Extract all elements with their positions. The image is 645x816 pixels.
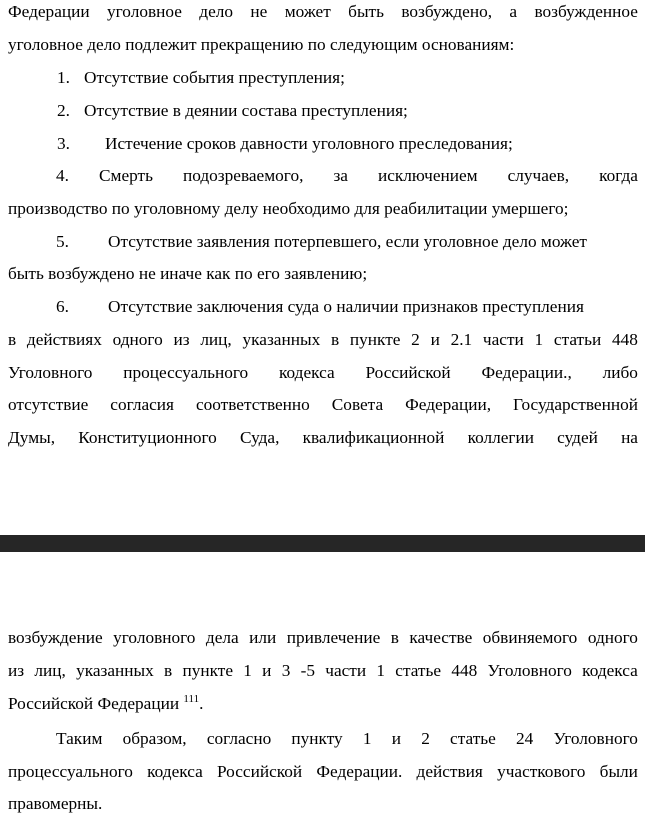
word: Российской — [365, 363, 451, 382]
word: 1 — [362, 729, 372, 748]
word: -5 — [300, 661, 315, 680]
word: когда — [599, 166, 638, 185]
word: Федерации., — [481, 363, 572, 382]
p2-line-1 — [8, 626, 638, 650]
word: судей — [557, 428, 598, 447]
word: 1 — [376, 661, 386, 680]
list-item-4-line-1 — [56, 164, 638, 188]
list-item-6-line-2 — [8, 328, 638, 352]
word: действиях — [26, 330, 102, 349]
list-item-text: Истечение сроков давности уголовного преследования; — [105, 134, 513, 153]
list-item-6-line-4 — [8, 393, 638, 417]
word: участкового — [497, 762, 586, 781]
word: либо — [602, 363, 638, 382]
word: части — [482, 330, 524, 349]
list-item-text: Отсутствие заключения суда о наличии признаков преступления — [108, 297, 584, 316]
word: Федерации, — [405, 395, 492, 414]
word: 2.1 — [450, 330, 473, 349]
list-item-text: Отсутствие заявления потерпевшего, если уголовное дело может — [108, 232, 587, 251]
list-item-6-line-1 — [56, 295, 638, 319]
p2-para2-line-3: правомерны. — [8, 794, 103, 813]
footnote-reference: 111 — [183, 693, 200, 705]
word: из — [8, 661, 25, 680]
word: на — [621, 428, 638, 447]
word: процессуального — [8, 762, 133, 781]
word: 24 — [516, 729, 534, 748]
word: образом, — [122, 729, 187, 748]
word: Думы, — [8, 428, 56, 447]
word: пункте — [349, 330, 401, 349]
word: Российской — [217, 762, 303, 781]
list-item-number: 1. — [57, 68, 70, 87]
word: Суда, — [239, 428, 280, 447]
word: Таким — [56, 729, 103, 748]
p2-para2-line-2 — [8, 760, 638, 784]
p2-para2-line-1 — [56, 727, 638, 751]
word: согласия — [110, 395, 174, 414]
word: Совета — [331, 395, 384, 414]
word: Уголовного — [487, 661, 572, 680]
word: 1 — [534, 330, 544, 349]
word: одного — [587, 628, 638, 647]
list-item-6-line-3 — [8, 361, 638, 385]
word: 4. — [56, 166, 69, 185]
word: указанных — [242, 330, 321, 349]
list-item-text: Отсутствие события преступления; — [84, 68, 345, 87]
word: кодекса — [582, 661, 638, 680]
list-item-text: Отсутствие в деянии состава преступления; — [84, 101, 408, 120]
word: Уголовного — [8, 363, 93, 382]
word: в — [8, 330, 17, 349]
word: отсутствие — [8, 395, 89, 414]
list-item-2 — [57, 99, 638, 123]
word: случаев, — [507, 166, 570, 185]
list-item-number: 2. — [57, 101, 70, 120]
word: исключением — [377, 166, 478, 185]
word: или — [249, 628, 277, 647]
p2-line-3 — [8, 692, 638, 716]
word: коллегии — [467, 428, 534, 447]
word: подозреваемого, — [182, 166, 304, 185]
word: быть — [348, 2, 384, 21]
p2-line-3-end: . — [199, 694, 204, 713]
word: кодекса — [147, 762, 203, 781]
word: 3 — [281, 661, 291, 680]
word: за — [333, 166, 348, 185]
word: в — [390, 628, 399, 647]
word: были — [599, 762, 638, 781]
word: лиц, — [200, 330, 232, 349]
word: а — [509, 2, 518, 21]
list-item-3 — [57, 132, 638, 156]
word: и — [262, 661, 272, 680]
word: согласно — [206, 729, 272, 748]
word: и — [430, 330, 440, 349]
list-item-6-line-5 — [8, 426, 638, 450]
word: статье — [450, 729, 496, 748]
word: возбуждение — [8, 628, 103, 647]
word: действия — [416, 762, 483, 781]
p1-line-2: уголовное дело подлежит прекращению по следующим основаниям: — [8, 35, 515, 54]
word: возбуждено, — [401, 2, 493, 21]
word: не — [250, 2, 268, 21]
list-item-number: 3. — [57, 134, 70, 153]
word: может — [284, 2, 331, 21]
word: 448 — [612, 330, 638, 349]
p2-line-3-text: Российской Федерации — [8, 694, 184, 713]
word: Уголовного — [553, 729, 638, 748]
word: привлечение — [286, 628, 381, 647]
word: Федерации. — [316, 762, 403, 781]
word: 2 — [411, 330, 420, 349]
word: возбужденное — [534, 2, 638, 21]
word: уголовного — [113, 628, 196, 647]
word: Конституционного — [78, 428, 217, 447]
word: квалификационной — [302, 428, 445, 447]
list-item-1 — [57, 66, 638, 90]
word: обвиняемого — [482, 628, 578, 647]
p2-line-2 — [8, 659, 638, 683]
word: дела — [205, 628, 239, 647]
word: Федерации — [8, 2, 90, 21]
word: 1 — [243, 661, 252, 680]
word: и — [391, 729, 401, 748]
word: дело — [199, 2, 234, 21]
word: Смерть — [98, 166, 153, 185]
word: кодекса — [279, 363, 335, 382]
word: уголовное — [107, 2, 182, 21]
list-item-number: 6. — [56, 297, 69, 316]
page-break-divider — [0, 535, 645, 552]
word: статье — [395, 661, 442, 680]
word: качестве — [409, 628, 473, 647]
list-item-5-line-2: быть возбуждено не иначе как по его заявлению; — [8, 264, 368, 283]
word: пункте — [182, 661, 233, 680]
word: Государственной — [513, 395, 638, 414]
list-item-4-line-2: производство по уголовному делу необходимо для реабилитации умершего; — [8, 199, 569, 218]
word: из — [173, 330, 190, 349]
word: соответственно — [195, 395, 310, 414]
word: статьи — [553, 330, 602, 349]
word: части — [325, 661, 367, 680]
word: одного — [112, 330, 163, 349]
word: указанных — [76, 661, 154, 680]
word: лиц, — [34, 661, 66, 680]
word: 2 — [421, 729, 430, 748]
word: пункту — [291, 729, 343, 748]
word: в — [330, 330, 340, 349]
word: 448 — [451, 661, 478, 680]
word: в — [164, 661, 173, 680]
list-item-5-line-1 — [56, 230, 638, 254]
list-item-number: 5. — [56, 232, 69, 251]
word: процессуального — [123, 363, 249, 382]
p1-line-1 — [8, 0, 638, 24]
